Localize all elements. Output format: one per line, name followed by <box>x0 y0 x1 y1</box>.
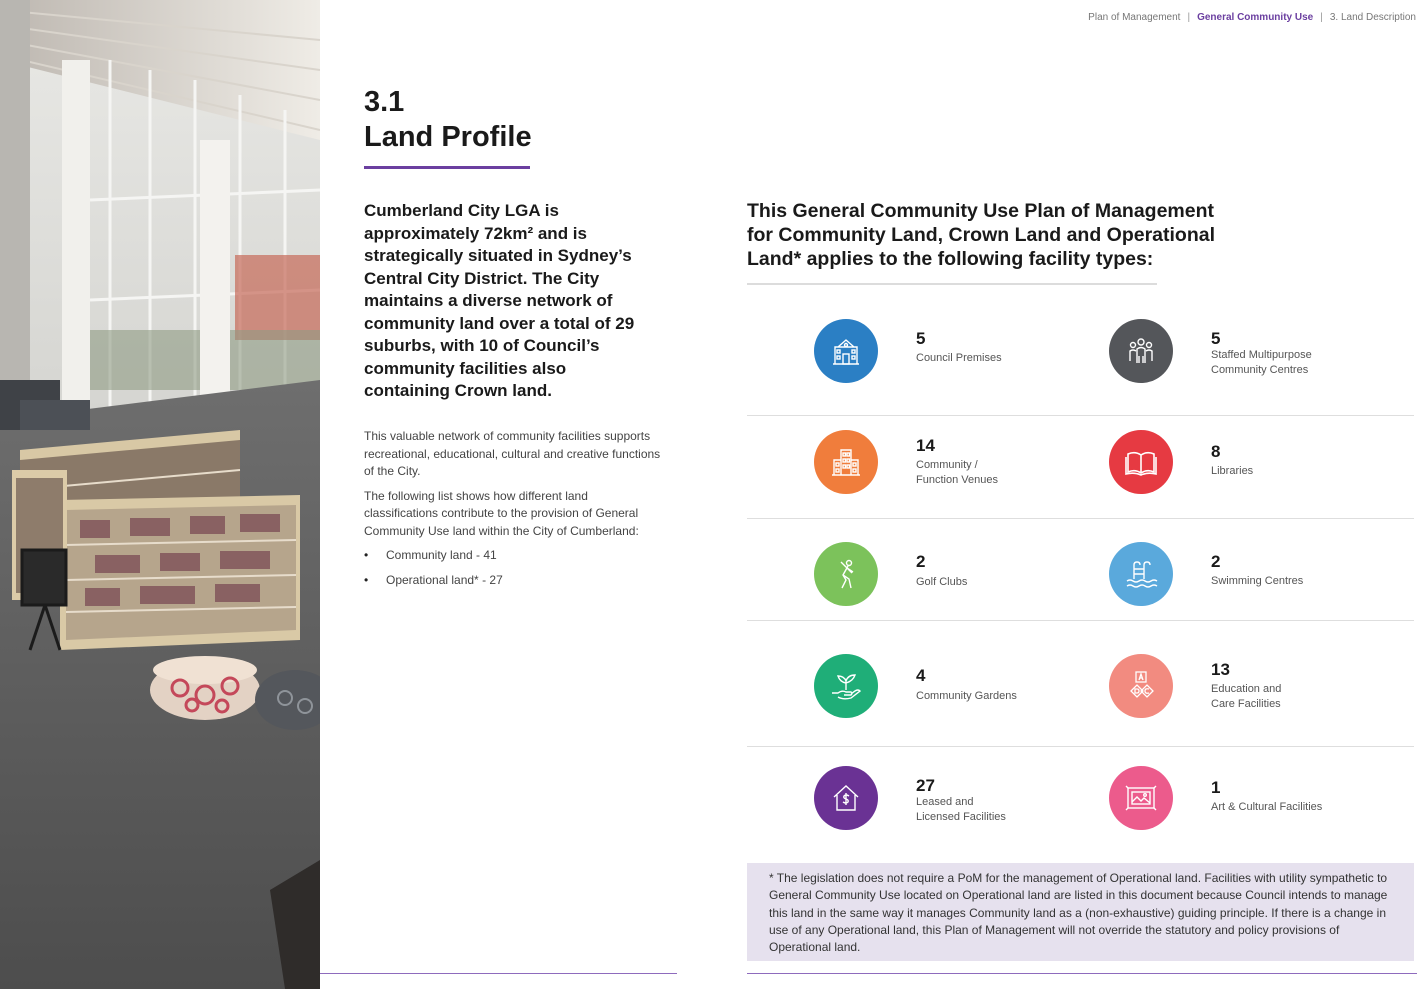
breadcrumb-item-plan[interactable]: Plan of Management <box>1088 12 1181 23</box>
pool-icon <box>1109 542 1173 606</box>
facilities-heading: This General Community Use Plan of Management for Community Land, Crown Land and Operational Land* applies to the following facility types: <box>747 200 1216 270</box>
land-classification-list <box>364 547 664 589</box>
facility-count: 1 <box>1211 778 1221 797</box>
page-title: Land Profile <box>364 121 532 153</box>
bottom-rule <box>320 973 677 974</box>
row-divider <box>747 518 1414 519</box>
facility-swimming-centres <box>1109 542 1409 612</box>
breadcrumb-item-land-description[interactable]: 3. Land Description <box>1329 12 1416 23</box>
breadcrumb <box>1088 12 1416 23</box>
venue-icon <box>814 430 878 494</box>
picture-frame-icon <box>1109 766 1173 830</box>
facility-label: Community Gardens <box>916 690 1017 702</box>
facility-label: Swimming Centres <box>1211 575 1304 587</box>
golfer-icon <box>814 542 878 606</box>
breadcrumb-separator: | <box>1320 12 1323 23</box>
facility-community-gardens <box>814 654 1114 724</box>
intro-paragraph: Cumberland City LGA is approximately 72km² and is strategically situated in Sydney’s Central City District. The City maintains a diverse network of community land over a total of 29 suburbs, with 10 of Council’s community facilities also containing Crown land. <box>364 201 635 400</box>
breadcrumb-item-general-community-use[interactable]: General Community Use <box>1197 12 1314 23</box>
breadcrumb-separator: | <box>1187 12 1191 23</box>
row-divider <box>747 415 1414 416</box>
facility-staffed-community-centres <box>1109 319 1409 389</box>
facility-label: Leased and Licensed Facilities <box>916 796 1006 823</box>
list-item: • Operational land* - 27 <box>364 572 664 590</box>
facility-education-care <box>1109 654 1409 724</box>
book-icon <box>1109 430 1173 494</box>
facility-label: Golf Clubs <box>916 576 968 588</box>
facility-count: 27 <box>916 776 935 795</box>
facility-council-premises <box>814 319 1114 389</box>
plant-hand-icon <box>814 654 878 718</box>
library-photo <box>0 0 320 989</box>
people-icon <box>1109 319 1173 383</box>
facility-count: 14 <box>916 436 935 455</box>
facility-label: Community / Function Venues <box>916 459 998 486</box>
row-divider <box>747 620 1414 621</box>
facility-community-function-venues <box>814 430 1114 500</box>
facility-art-cultural <box>1109 766 1409 836</box>
list-item: • Community land - 41 <box>364 547 664 565</box>
facility-leased-licensed <box>814 766 1114 836</box>
body-paragraph: The following list shows how different land classifications contribute to the provision of General Community Use land within the City of Cumberland: <box>364 488 639 538</box>
facility-count: 4 <box>916 666 926 685</box>
building-icon <box>814 319 878 383</box>
facility-count: 5 <box>916 329 926 348</box>
facility-count: 8 <box>1211 442 1221 461</box>
abc-blocks-icon <box>1109 654 1173 718</box>
facility-label: Council Premises <box>916 352 1002 364</box>
facility-count: 13 <box>1211 660 1230 679</box>
body-paragraph: This valuable network of community facilities supports recreational, educational, cultural and creative functions of the City. <box>364 429 661 478</box>
facility-label: Staffed Multipurpose Community Centres <box>1211 349 1312 376</box>
facility-golf-clubs <box>814 542 1114 612</box>
title-underline <box>364 166 530 169</box>
heading-divider <box>747 283 1157 285</box>
facility-label: Art & Cultural Facilities <box>1211 801 1323 813</box>
bottom-rule <box>747 973 1417 974</box>
house-dollar-icon <box>814 766 878 830</box>
facility-count: 5 <box>1211 329 1221 348</box>
facility-label: Education and Care Facilities <box>1211 683 1282 710</box>
facility-count: 2 <box>916 552 926 571</box>
footnote-box: * The legislation does not require a PoM for the management of Operational land. Facilities with utility sympathetic to General Community Use located on Operational land are listed in this document because Council intends to manage this land in the same way it manages Community land as a (non-exhaustive) guiding principle. If there is a change in use of any Operational land, this Plan of Management will not override the statutory and policy provisions of Operational land. <box>747 863 1414 961</box>
body-text <box>364 428 664 596</box>
row-divider <box>747 746 1414 747</box>
facility-label: Libraries <box>1211 465 1254 477</box>
section-number: 3.1 <box>364 86 405 118</box>
facility-libraries <box>1109 430 1409 500</box>
facility-count: 2 <box>1211 552 1221 571</box>
